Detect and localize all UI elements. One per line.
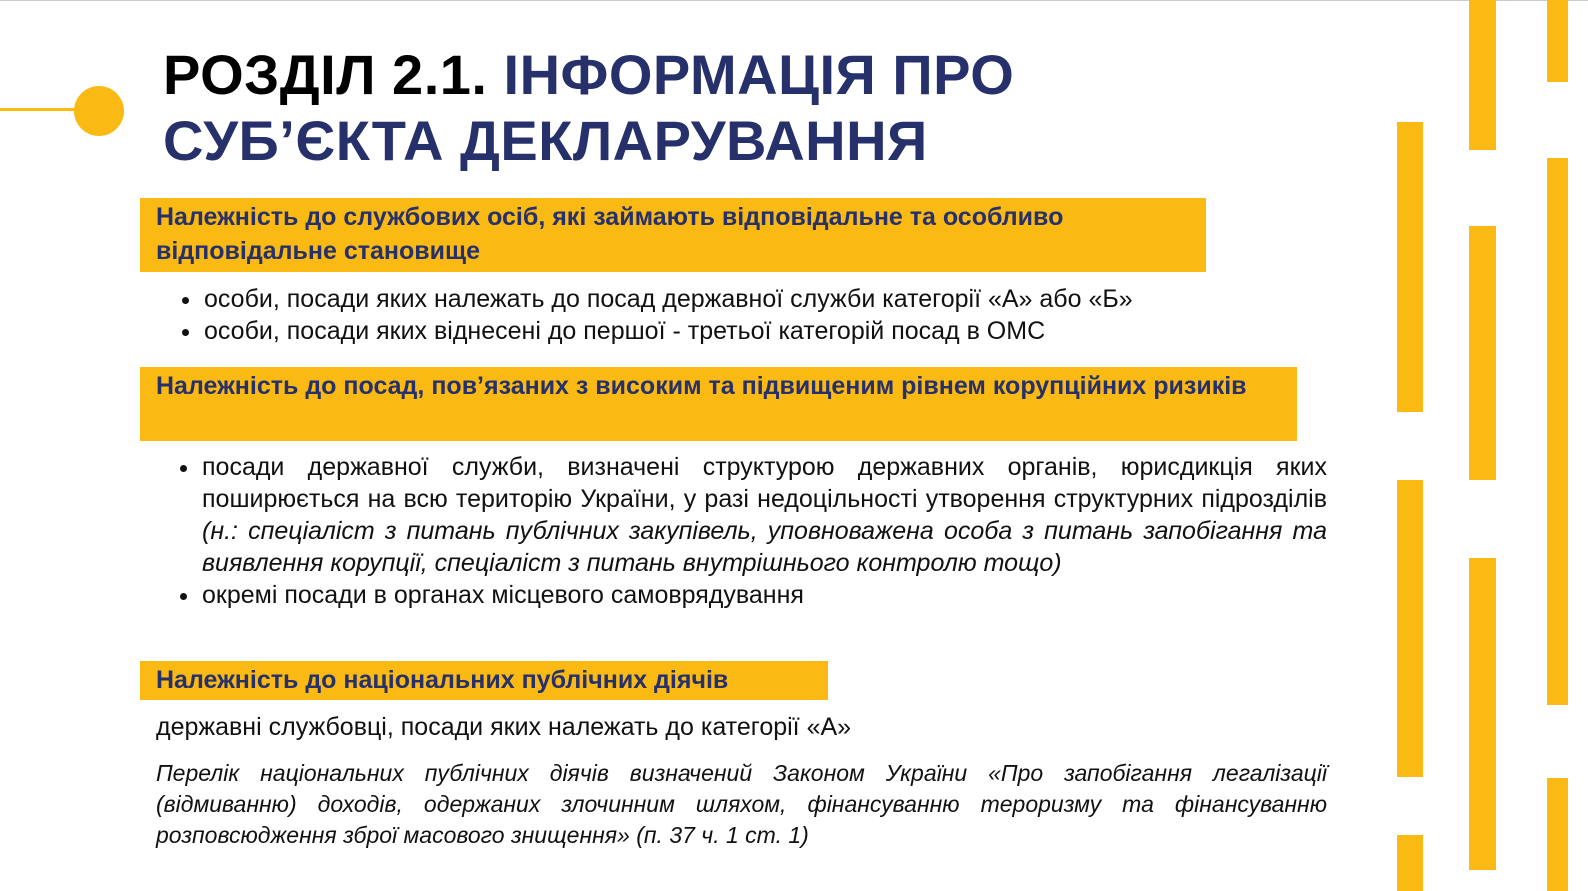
decorative-line [0, 108, 80, 111]
section-heading-1: Належність до службових осіб, які займають відповідальне та особливо відповідальне становище [140, 198, 1206, 272]
top-border [0, 0, 1588, 1]
section-1-list [180, 283, 1340, 347]
decorative-bar [1469, 226, 1496, 480]
decorative-bar [1397, 480, 1423, 777]
list-item [178, 451, 1327, 579]
decorative-bar [1547, 158, 1568, 705]
decorative-bar [1397, 835, 1423, 891]
list-item: особи, посади яких належать до посад державної служби категорії «А» або «Б» [180, 283, 1340, 315]
page-title [163, 42, 1083, 174]
section-heading-2: Належність до посад, пов’язаних з високим та підвищеним рівнем корупційних ризиків [140, 367, 1297, 441]
bullet-example: (н.: спеціаліст з питань публічних закупівель, уповноважена особа з питань запобігання та виявлення корупції, спеціаліст з питань внутрішнього контролю тощо) [202, 517, 1327, 577]
title-prefix: РОЗДІЛ 2.1. [163, 43, 488, 106]
decorative-bar [1397, 122, 1423, 412]
decorative-dot [74, 86, 124, 136]
list-item: особи, посади яких віднесені до першої - третьої категорій посад в ОМС [180, 315, 1340, 347]
decorative-bar [1469, 558, 1496, 870]
bullet-text: посади державної служби, визначені структурою державних органів, юрисдикція яких поширюється на всю територію України, у разі недоцільності утворення структурних підрозділів [202, 453, 1327, 513]
title-main: ІНФОРМАЦІЯ ПРО СУБ’ЄКТА ДЕКЛАРУВАННЯ [163, 43, 1015, 172]
decorative-bar [1547, 0, 1568, 82]
section-3-note: Перелік національних публічних діячів визначений Законом України «Про запобігання легалізації (відмиванню) доходів, одержаних злочинним шляхом, фінансуванню тероризму та фінансуванню розповсюдження зброї масового знищення» (п. 37 ч. 1 ст. 1) [156, 760, 1327, 848]
section-2-list [178, 451, 1327, 611]
decorative-bar [1547, 778, 1568, 891]
decorative-bar [1469, 0, 1496, 150]
section-3-text: державні службовці, посади яких належать до категорії «А» [156, 713, 852, 741]
list-item: окремі посади в органах місцевого самоврядування [178, 579, 1327, 611]
section-heading-3: Належність до національних публічних діячів [140, 661, 828, 700]
